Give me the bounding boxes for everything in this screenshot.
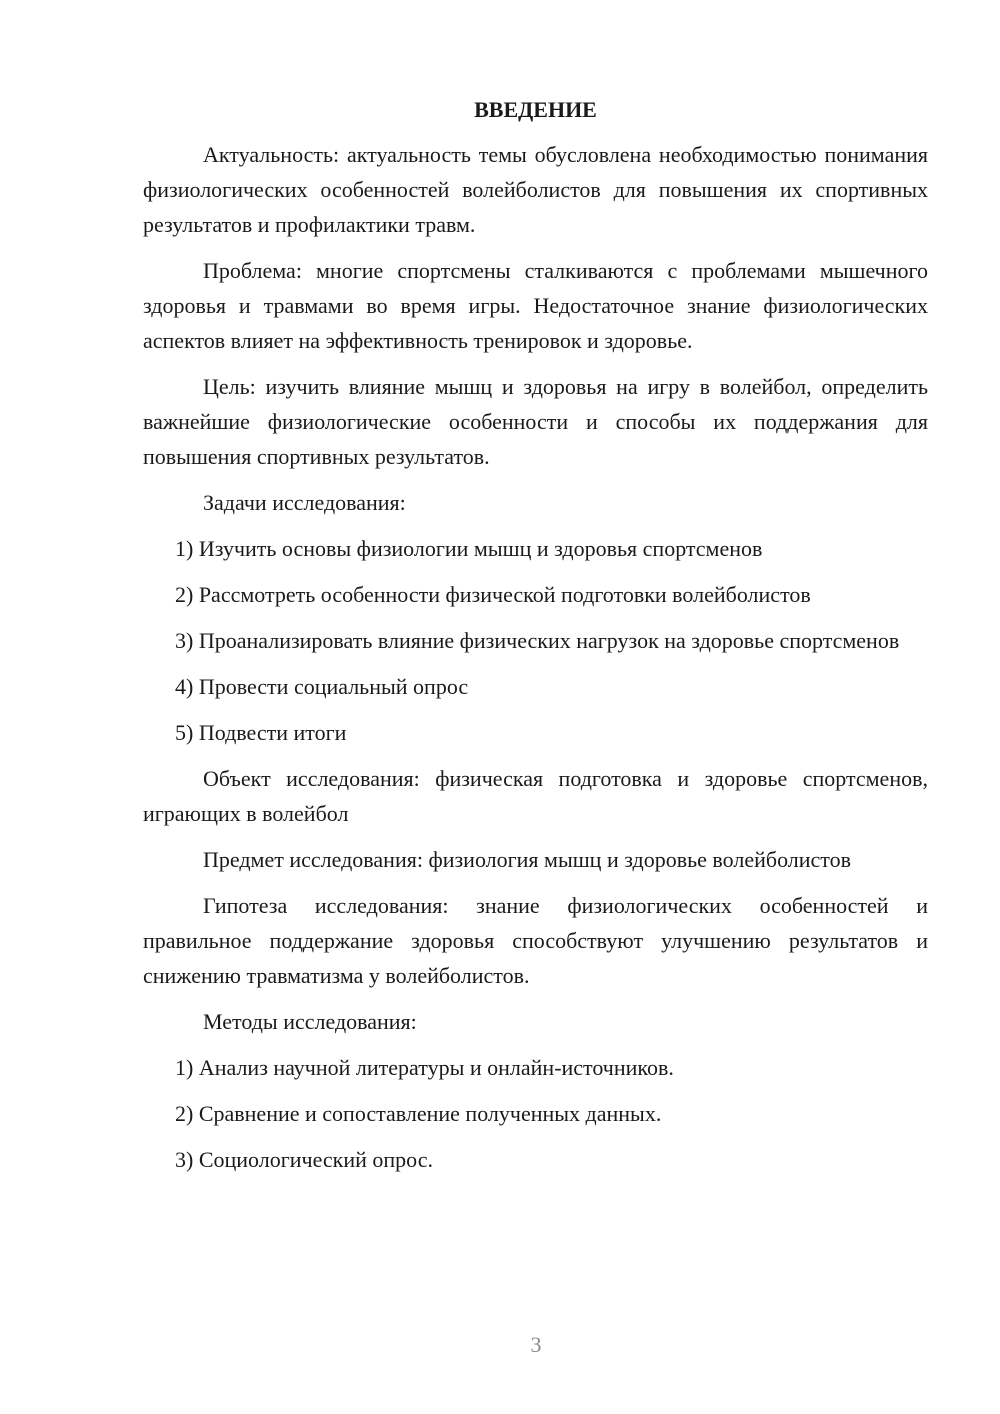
- page-title: ВВЕДЕНИЕ: [474, 97, 597, 122]
- subject-paragraph: Предмет исследования: физиология мышц и здоровье волейболистов: [203, 847, 852, 872]
- task-item: 4) Провести социальный опрос: [175, 674, 469, 699]
- method-item: 2) Сравнение и сопоставление полученных данных.: [175, 1101, 662, 1126]
- task-item: 2) Рассмотреть особенности физической подготовки волейболистов: [175, 582, 811, 607]
- relevance-paragraph: Актуальность: актуальность темы обусловлена необходимостью понимания физиологических особенностей волейболистов для повышения их спортивных результатов и профилактики травм.: [143, 142, 928, 237]
- object-paragraph: Объект исследования: физическая подготовка и здоровье спортсменов, играющих в волейбол: [143, 766, 928, 826]
- task-item: 1) Изучить основы физиологии мышц и здоровья спортсменов: [175, 536, 763, 561]
- method-item: 1) Анализ научной литературы и онлайн-источников.: [175, 1055, 674, 1080]
- methods-heading: Методы исследования:: [203, 1009, 417, 1034]
- method-item: 3) Социологический опрос.: [175, 1147, 433, 1172]
- document-body: [143, 92, 928, 1188]
- goal-paragraph: Цель: изучить влияние мышц и здоровья на игру в волейбол, определить важнейшие физиологические особенности и способы их поддержания для повышения спортивных результатов.: [143, 374, 928, 469]
- task-item: 5) Подвести итоги: [175, 720, 347, 745]
- page-number: 3: [530, 1332, 542, 1357]
- tasks-heading: Задачи исследования:: [203, 490, 406, 515]
- problem-paragraph: Проблема: многие спортсмены сталкиваются с проблемами мышечного здоровья и травмами во время игры. Недостаточное знание физиологических аспектов влияет на эффективность тренировок и здоровье.: [143, 258, 928, 353]
- task-item: 3) Проанализировать влияние физических нагрузок на здоровье спортсменов: [175, 628, 900, 653]
- hypothesis-paragraph: Гипотеза исследования: знание физиологических особенностей и правильное поддержание здоровья способствуют улучшению результатов и снижению травматизма у волейболистов.: [143, 893, 928, 988]
